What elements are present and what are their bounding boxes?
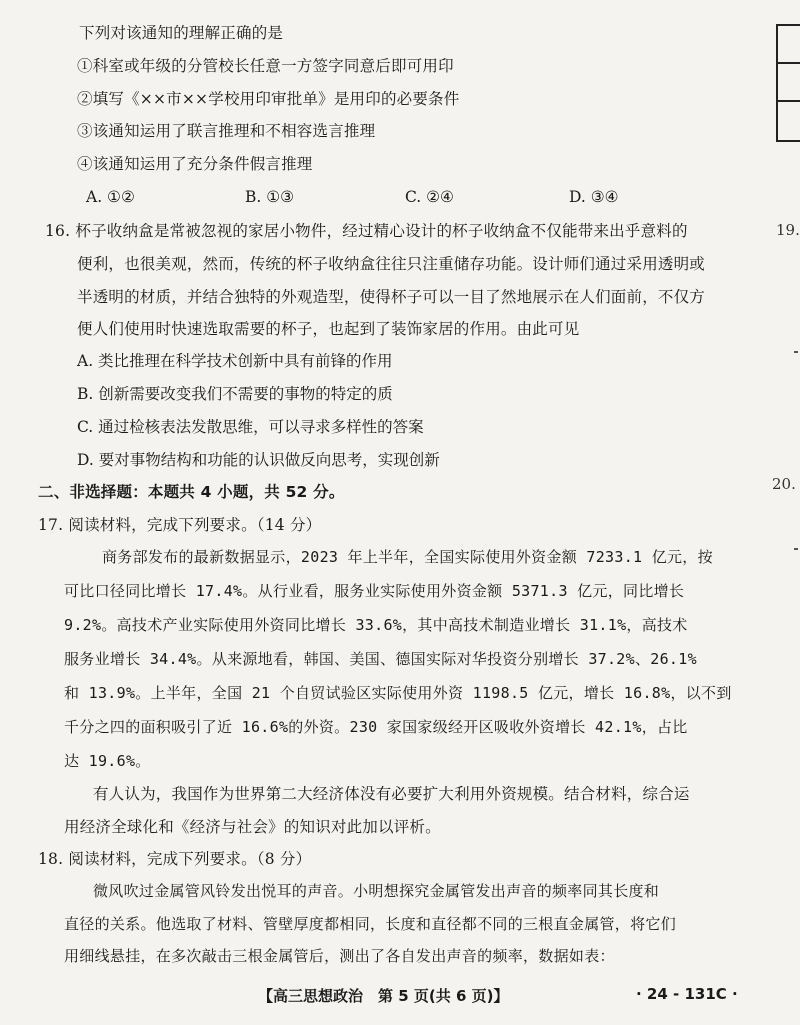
q15-item-1: ①科室或年级的分管校长任意一方签字同意后即可用印 (77, 57, 454, 75)
table-row (778, 26, 800, 64)
page-footer-code: · 24 - 131C · (636, 985, 738, 1003)
q17-material-2: 可比口径同比增长 17.4%。从行业看，服务业实际使用外资金额 5371.3 亿元，同比增长 (64, 582, 685, 600)
q16-line-3: 半透明的材质，并结合独特的外观造型，使得杯子可以一目了然地展示在人们面前，不仅方 (77, 288, 706, 306)
q16-line-2: 便利，也很美观，然而，传统的杯子收纳盒往往只注重储存功能。设计师们通过采用透明或 (77, 255, 706, 273)
q17-material-5: 和 13.9%。上半年，全国 21 个自贸试验区实际使用外资 1198.5 亿元，增长 16.8%，以不到 (64, 684, 732, 702)
q15-item-3: ③该通知运用了联言推理和不相容选言推理 (77, 122, 376, 140)
page-footer-center: 【高三思想政治 第 5 页(共 6 页)】 (258, 987, 509, 1005)
q15-item-2: ②填写《××市××学校用印审批单》是用印的必要条件 (77, 90, 460, 108)
q18-material-1: 微风吹过金属管风铃发出悦耳的声音。小明想探究金属管发出声音的频率同其长度和 (93, 882, 660, 900)
table-row (778, 102, 800, 140)
question-19-number: 19. (776, 221, 800, 239)
q15-option-b: B. ①③ (245, 188, 295, 206)
q15-option-d: D. ③④ (569, 188, 619, 206)
right-margin-table-fragment (776, 24, 800, 142)
margin-mark (794, 351, 798, 353)
q16-option-d: D. 要对事物结构和功能的认识做反向思考，实现创新 (77, 451, 440, 469)
q15-stem: 下列对该通知的理解正确的是 (79, 24, 284, 42)
table-row (778, 64, 800, 102)
question-20-number: 20. (772, 475, 796, 493)
q15-item-4: ④该通知运用了充分条件假言推理 (77, 155, 313, 173)
q16-option-a: A. 类比推理在科学技术创新中具有前锋的作用 (77, 352, 393, 370)
q16-line-4: 便人们使用时快速选取需要的杯子，也起到了装饰家居的作用。由此可见 (77, 320, 580, 338)
q17-title: 17. 阅读材料，完成下列要求。（14 分） (38, 516, 322, 534)
q16-option-c: C. 通过检核表法发散思维，可以寻求多样性的答案 (77, 418, 424, 436)
q16-line-1: 16. 杯子收纳盒是常被忽视的家居小物件，经过精心设计的杯子收纳盒不仅能带来出乎意料的 (45, 222, 688, 240)
q18-material-3: 用细线悬挂，在多次敲击三根金属管后，测出了各自发出声音的频率，数据如表： (64, 947, 615, 965)
q18-material-2: 直径的关系。他选取了材料、管壁厚度都相同，长度和直径都不同的三根直金属管，将它们 (64, 915, 677, 933)
q17-question-1: 有人认为，我国作为世界第二大经济体没有必要扩大利用外资规模。结合材料，综合运 (93, 785, 690, 803)
q17-material-1: 商务部发布的最新数据显示，2023 年上半年，全国实际使用外资金额 7233.1 亿元，按 (102, 548, 713, 566)
q17-question-2: 用经济全球化和《经济与社会》的知识对此加以评析。 (64, 818, 441, 836)
q15-option-a: A. ①② (86, 188, 135, 206)
q17-material-4: 服务业增长 34.4%。从来源地看，韩国、美国、德国实际对华投资分别增长 37.2%、26.1% (64, 650, 697, 668)
q16-option-b: B. 创新需要改变我们不需要的事物的特定的质 (77, 385, 393, 403)
q17-material-3: 9.2%。高技术产业实际使用外资同比增长 33.6%，其中高技术制造业增长 31.1%，高技术 (64, 616, 688, 634)
q17-material-7: 达 19.6%。 (64, 752, 151, 770)
section-2-heading: 二、非选择题：本题共 4 小题，共 52 分。 (38, 483, 345, 501)
q17-material-6: 千分之四的面积吸引了近 16.6%的外资。230 家国家级经开区吸收外资增长 42.1%，占比 (64, 718, 688, 736)
margin-mark (794, 548, 798, 550)
q15-option-c: C. ②④ (405, 188, 454, 206)
q18-title: 18. 阅读材料，完成下列要求。（8 分） (38, 850, 312, 868)
